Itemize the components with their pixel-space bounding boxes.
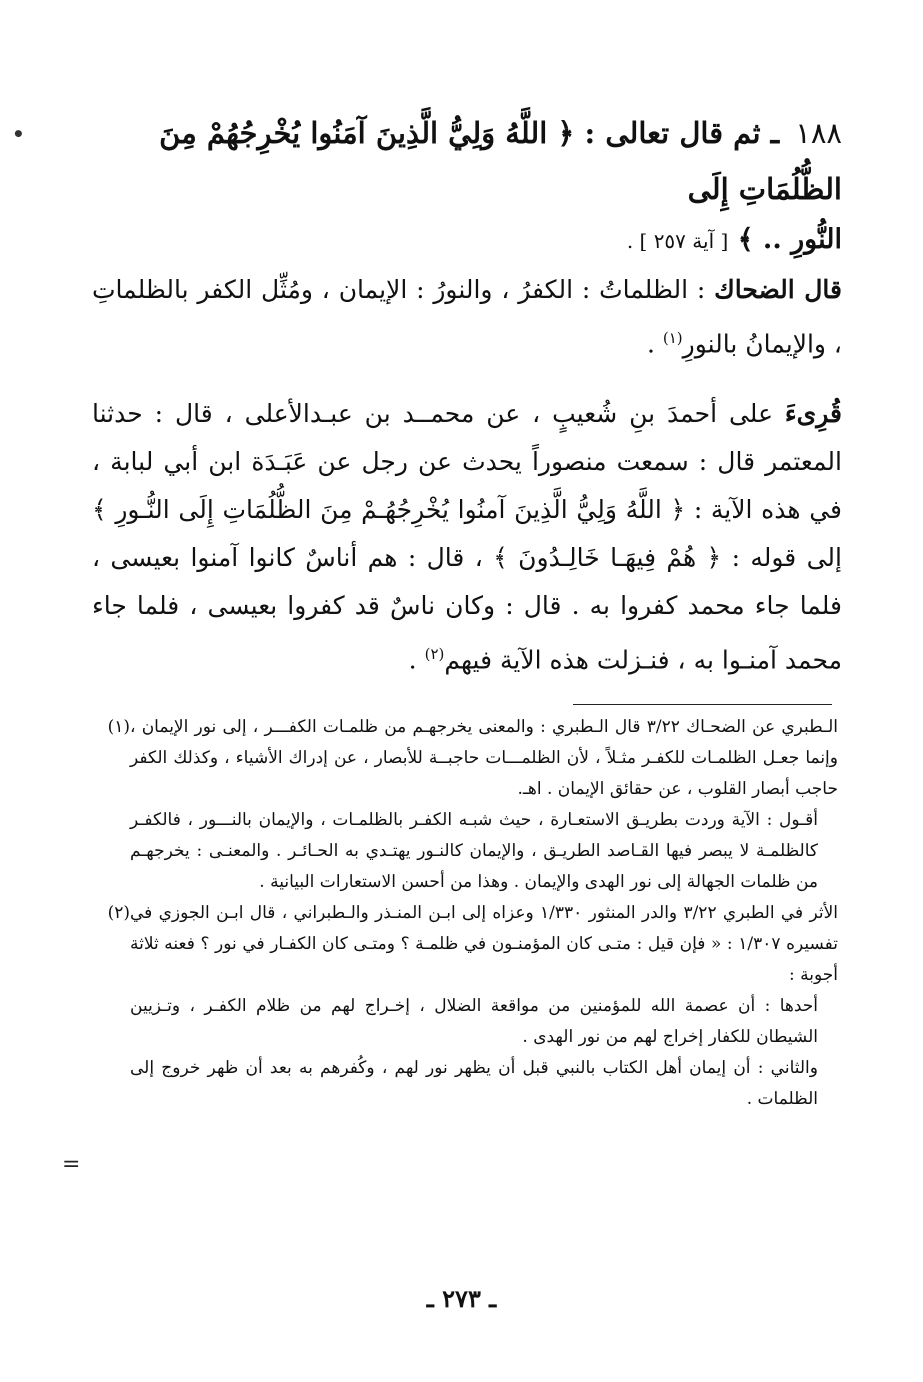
section-number: ١٨٨ (795, 116, 842, 150)
footnote-body (130, 712, 838, 898)
footnote-paragraph: أحدها : أن عصمة الله للمؤمنين من مواقعة الضلال ، إخـراج لهم من ظلام الكفـر ، وتـزيين الشيطان للكفار إخراج لهم من نور الهدى . (130, 996, 818, 1047)
footnote-number: (١) (107, 717, 130, 737)
footnote-body (130, 898, 838, 1115)
section-heading (92, 105, 842, 217)
ayah-reference: [ آية ٢٥٧ ] . (626, 229, 729, 253)
heading-verse-end: النُّورِ .. ﴾ (737, 224, 842, 255)
footnote-2 (78, 898, 838, 1115)
footnote-number: (٢) (107, 903, 130, 923)
page-number: ـ ٢٧٣ ـ (426, 1284, 497, 1313)
footnote-paragraph: الأثر في الطبري ٣/٢٢ والدر المنثور ١/٣٣٠ وعزاه إلى ابـن المنـذر والـطبراني ، قال ابـن الجوزي في تفسيره ١/٣٠٧ : « فإن قيل : متـى كان المؤمنـون في ظلمـة ؟ ومتـى كان الكفـار في نور ؟ فعنه ثلاثة أجوبة : (130, 903, 838, 985)
footnote-ref: (١) (662, 329, 683, 347)
paragraph-end: . (646, 329, 663, 359)
paragraph-dahhak (92, 266, 842, 368)
main-text (92, 105, 842, 685)
paragraph-lead: قال الضحاك (714, 275, 843, 304)
paragraph-text: : الظلماتُ : الكفرُ ، والنورُ : الإيمان ، ومُثِّل (261, 275, 715, 304)
footnotes (78, 712, 838, 1115)
section-heading-continuation (92, 217, 842, 264)
continuation-mark: = (62, 1152, 81, 1177)
paragraph-text: على أحمدَ بنِ شُعيبٍ ، عن محمــد بن عبـدالأعلى ، قال : حدثنا المعتمر قال : سمعت منصوراً يحدث عن رجل عن عَبَـدَة ابن أبي لبابة ، في هذه الآية : ﴿ اللَّهُ وَلِيُّ الَّذِينَ آمنُوا يُخْرِجُهُـمْ مِنَ الظُّلُمَاتِ إِلَى النُّـورِ ﴾ إلى قوله : ﴿ هُمْ فِيهَـا خَالِـدُونَ ﴾ ، قال : هم أناسٌ كانوا آمنوا بعيسى ، فلما جاء محمد كفروا به . قال : وكان ناسٌ قد كفروا بعيسى ، فلما جاء محمد آمنـوا به ، فنـزلت هذه الآية فيهم (92, 399, 842, 675)
paragraph-narration (92, 390, 842, 684)
margin-dot-mark: • (12, 122, 25, 146)
paragraph-end: . (408, 645, 425, 675)
paragraph-text-2: الكفر بالظلماتِ ، والإيمانُ بالنورِ (92, 275, 842, 359)
paragraph-lead: قُرِىءَ (784, 399, 842, 429)
footnote-separator (573, 704, 832, 705)
footnote-paragraph: أقـول : الآية وردت بطريـق الاستعـارة ، حيث شبـه الكفـر بالظلمـات ، والإيمان بالنـــور ، فالكفـر كالظلمـة لا يبصر فيها القـاصد الطريـق ، والإيمان كالنـور يهتـدي به الحـائـر . والمعنـى : يخرجهـم من ظلمات الجهالة إلى نور الهدى والإيمان . وهذا من أحسن الاستعارات البيانية . (130, 810, 818, 892)
footnote-1 (78, 712, 838, 898)
footnote-paragraph: الـطبري عن الضحـاك ٣/٢٢ قال الـطبري : والمعنى يخرجهـم من ظلمـات الكفـــر ، إلى نور الإيمان ، وإنما جعـل الظلمـات للكفـر مثـلاً ، لأن الظلمـــات حاجبــة للأبصار ، عن إدراك الأشياء ، وكذلك الكفر حاجب أبصار القلوب ، عن حقائق الإيمان . اهـ. (130, 717, 839, 799)
footnote-paragraph: والثاني : أن إيمان أهل الكتاب بالنبي قبل أن يظهر نور لهم ، وكُفرهم به بعد أن ظهر خروج إلى الظلمات . (130, 1058, 818, 1109)
footnote-ref: (٢) (424, 645, 445, 664)
heading-verse: ـ ثم قال تعالى : ﴿ اللَّهُ وَلِيُّ الَّذِينَ آمَنُوا يُخْرِجُهُمْ مِنَ الظُّلُمَاتِ إِلَى (159, 116, 842, 206)
